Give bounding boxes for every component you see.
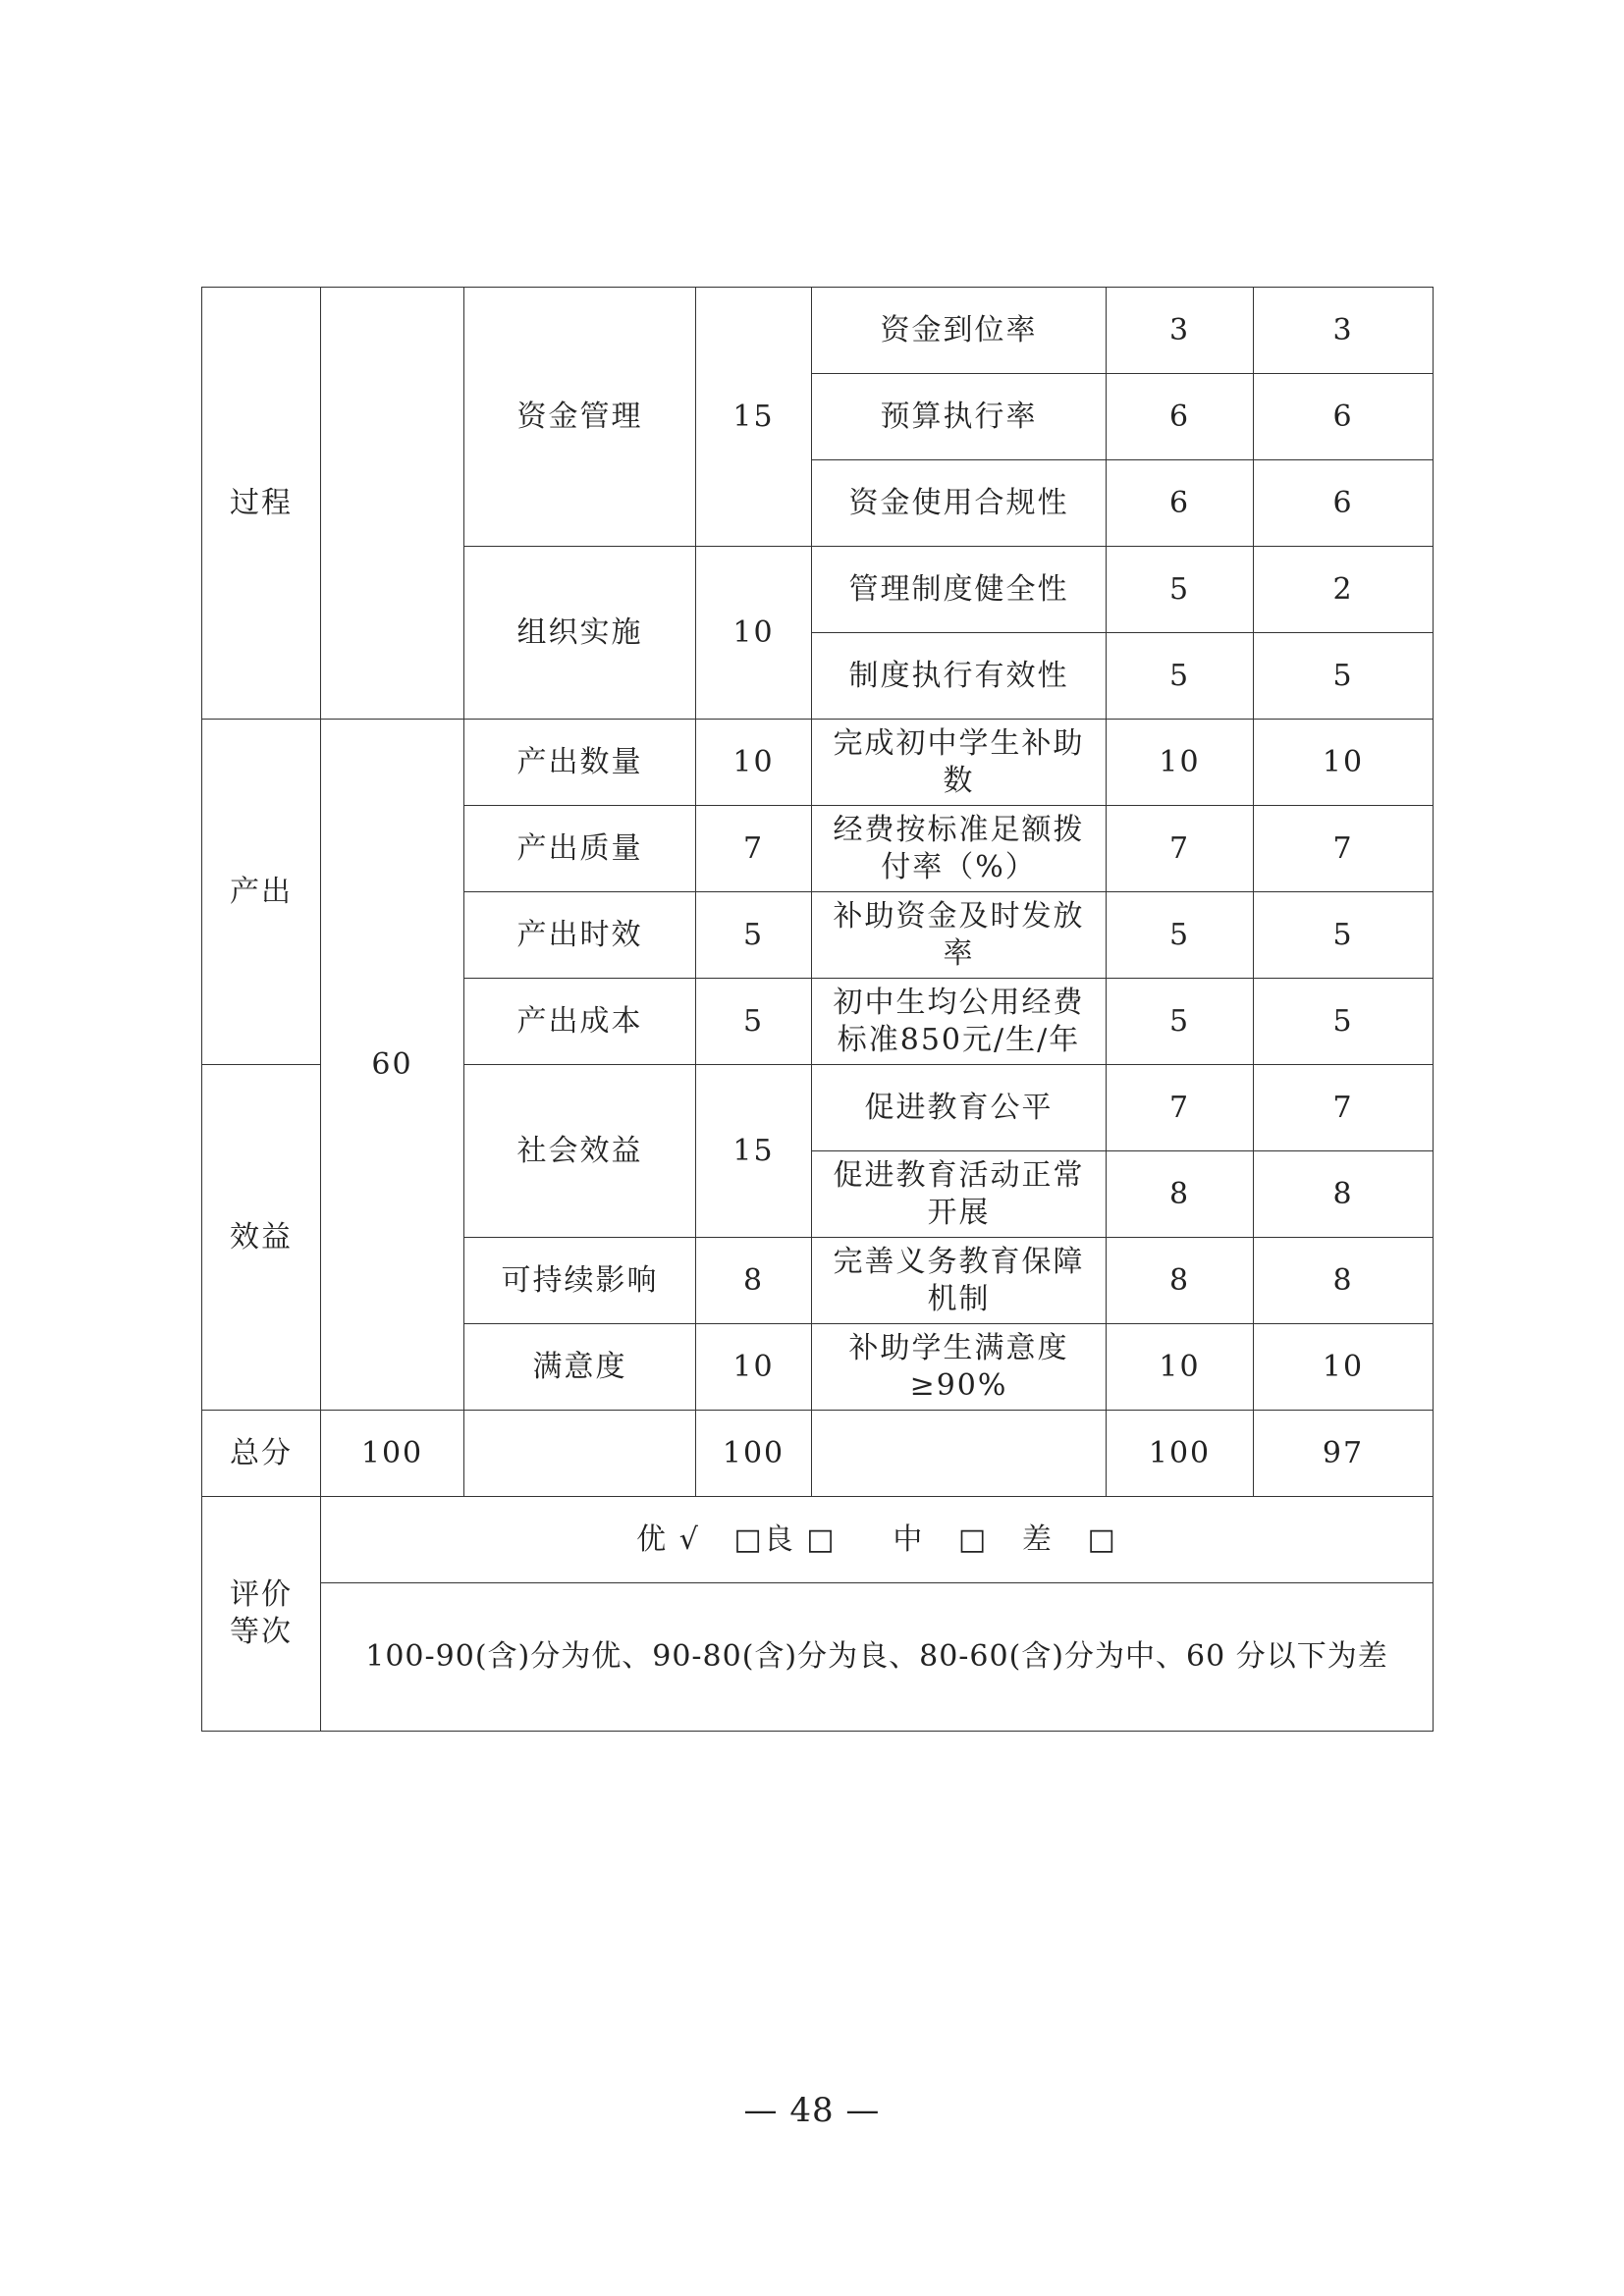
- indicator-cell: 制度执行有效性: [812, 633, 1107, 720]
- total-sub-score: 100: [696, 1411, 812, 1497]
- actual-score-cell: 6: [1254, 374, 1434, 460]
- indicator-score-cell: 7: [1107, 1065, 1254, 1151]
- total-row: [202, 1411, 1434, 1497]
- indicator-score-cell: 8: [1107, 1238, 1254, 1324]
- total-indicator-score: 100: [1107, 1411, 1254, 1497]
- indicator-cell: 管理制度健全性: [812, 547, 1107, 633]
- subcategory-cell: 产出质量: [464, 806, 696, 892]
- subcategory-cell: 产出时效: [464, 892, 696, 979]
- table-row: [202, 288, 1434, 374]
- subcategory-cell: 资金管理: [464, 288, 696, 547]
- total-indicator-blank: [812, 1411, 1107, 1497]
- category-cell: 过程: [202, 288, 321, 720]
- actual-score-cell: 10: [1254, 1324, 1434, 1411]
- actual-score-cell: 6: [1254, 460, 1434, 547]
- category-cell: 效益: [202, 1065, 321, 1411]
- actual-score-cell: 8: [1254, 1238, 1434, 1324]
- subcategory-cell: 可持续影响: [464, 1238, 696, 1324]
- indicator-score-cell: 10: [1107, 720, 1254, 806]
- subcategory-cell: 满意度: [464, 1324, 696, 1411]
- indicator-score-cell: 6: [1107, 460, 1254, 547]
- actual-score-cell: 2: [1254, 547, 1434, 633]
- subcategory-cell: 组织实施: [464, 547, 696, 720]
- indicator-score-cell: 5: [1107, 633, 1254, 720]
- category-score-cell: [321, 288, 464, 720]
- indicator-score-cell: 5: [1107, 979, 1254, 1065]
- grade-choices-row: [202, 1497, 1434, 1583]
- indicator-score-cell: 7: [1107, 806, 1254, 892]
- total-category-score: 100: [321, 1411, 464, 1497]
- category-cell: 产出: [202, 720, 321, 1065]
- indicator-cell: 促进教育公平: [812, 1065, 1107, 1151]
- sub-score-cell: 8: [696, 1238, 812, 1324]
- indicator-cell: 经费按标准足额拨付率（%）: [812, 806, 1107, 892]
- actual-score-cell: 5: [1254, 633, 1434, 720]
- sub-score-cell: 7: [696, 806, 812, 892]
- indicator-cell: 完成初中学生补助数: [812, 720, 1107, 806]
- indicator-cell: 完善义务教育保障机制: [812, 1238, 1107, 1324]
- indicator-score-cell: 8: [1107, 1151, 1254, 1238]
- indicator-score-cell: 5: [1107, 547, 1254, 633]
- grade-label: 评价等次: [202, 1497, 321, 1732]
- indicator-cell: 补助资金及时发放率: [812, 892, 1107, 979]
- indicator-score-cell: 10: [1107, 1324, 1254, 1411]
- evaluation-table: [201, 287, 1434, 1732]
- indicator-cell: 资金到位率: [812, 288, 1107, 374]
- sub-score-cell: 10: [696, 547, 812, 720]
- grade-note-row: [202, 1583, 1434, 1732]
- actual-score-cell: 7: [1254, 806, 1434, 892]
- actual-score-cell: 7: [1254, 1065, 1434, 1151]
- actual-score-cell: 8: [1254, 1151, 1434, 1238]
- sub-score-cell: 10: [696, 1324, 812, 1411]
- actual-score-cell: 3: [1254, 288, 1434, 374]
- sub-score-cell: 10: [696, 720, 812, 806]
- actual-score-cell: 5: [1254, 979, 1434, 1065]
- grade-choices: 优 √ □良 □ 中 □ 差 □: [321, 1497, 1434, 1583]
- category-score-cell: 60: [321, 720, 464, 1411]
- indicator-cell: 促进教育活动正常开展: [812, 1151, 1107, 1238]
- indicator-score-cell: 5: [1107, 892, 1254, 979]
- indicator-score-cell: 3: [1107, 288, 1254, 374]
- total-actual-score: 97: [1254, 1411, 1434, 1497]
- sub-score-cell: 5: [696, 892, 812, 979]
- total-subcategory-blank: [464, 1411, 696, 1497]
- page-number: — 48 —: [743, 2091, 881, 2130]
- indicator-cell: 资金使用合规性: [812, 460, 1107, 547]
- table-row: [202, 720, 1434, 806]
- indicator-cell: 预算执行率: [812, 374, 1107, 460]
- sub-score-cell: 5: [696, 979, 812, 1065]
- sub-score-cell: 15: [696, 1065, 812, 1238]
- actual-score-cell: 10: [1254, 720, 1434, 806]
- total-label: 总分: [202, 1411, 321, 1497]
- sub-score-cell: 15: [696, 288, 812, 547]
- actual-score-cell: 5: [1254, 892, 1434, 979]
- subcategory-cell: 社会效益: [464, 1065, 696, 1238]
- indicator-score-cell: 6: [1107, 374, 1254, 460]
- indicator-cell: 补助学生满意度≥90%: [812, 1324, 1107, 1411]
- grade-note: 100-90(含)分为优、90-80(含)分为良、80-60(含)分为中、60 分以下为差: [321, 1583, 1434, 1732]
- subcategory-cell: 产出成本: [464, 979, 696, 1065]
- subcategory-cell: 产出数量: [464, 720, 696, 806]
- indicator-cell: 初中生均公用经费标准850元/生/年: [812, 979, 1107, 1065]
